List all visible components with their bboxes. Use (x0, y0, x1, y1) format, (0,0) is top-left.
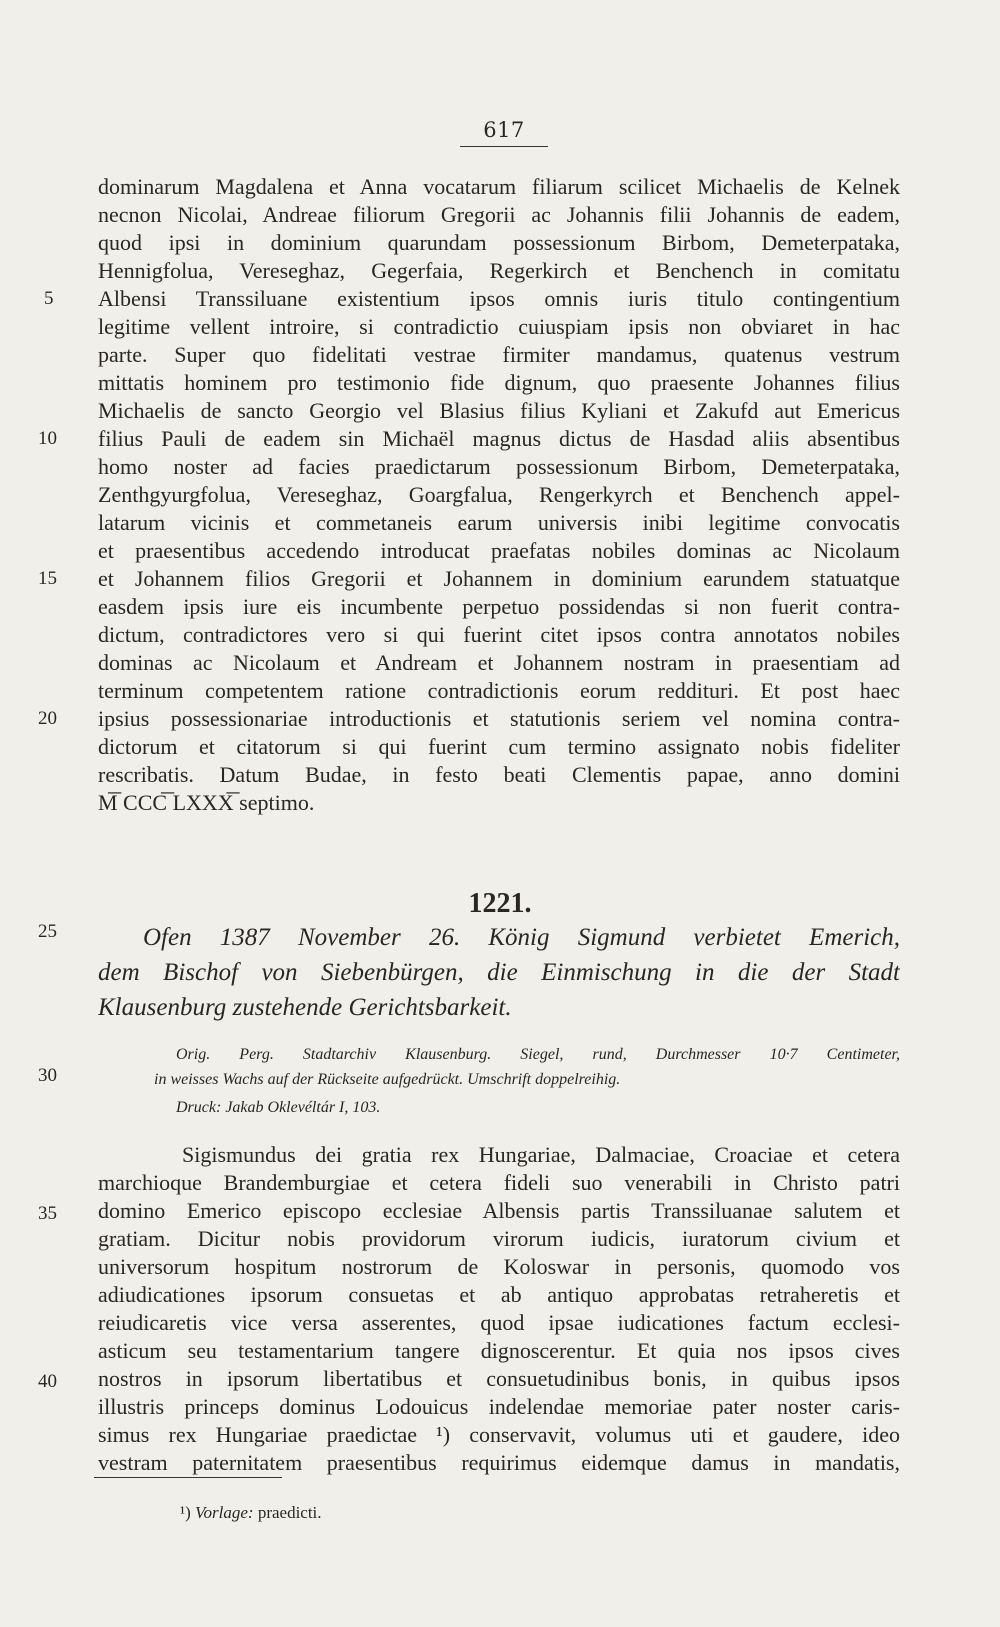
margin-line-number: 20 (38, 708, 57, 729)
text-line: easdem ipsis iure eis incumbente perpetuo possidendas si non fuerit contra- (98, 594, 900, 619)
footnote (180, 1503, 322, 1523)
text-line: legitime vellent introire, si contradictio cuiuspiam ipsis non obviaret in hac (98, 314, 900, 339)
text-line: vestram paternitatem praesentibus requirimus eidemque damus in mandatis, (98, 1450, 900, 1475)
document-number: 1221. (468, 888, 532, 919)
margin-line-number: 40 (38, 1371, 57, 1392)
text-line: latarum vicinis et commetaneis earum universis inibi legitime convocatis (98, 510, 900, 535)
text-line: ipsius possessionariae introductionis et statutionis seriem vel nomina contra- (98, 706, 900, 731)
footnote-label: Vorlage: (195, 1503, 254, 1522)
text-line: mittatis hominem pro testimonio fide dignum, quo praesente Johannes filius (98, 370, 900, 395)
footnote-text: praedicti. (257, 1503, 322, 1522)
source-note-line: Orig. Perg. Stadtarchiv Klausenburg. Siegel, rund, Durchmesser 10·7 Centimeter, (176, 1046, 900, 1063)
footnote-rule (94, 1477, 282, 1478)
margin-line-number: 35 (38, 1203, 57, 1224)
margin-line-number: 25 (38, 921, 57, 942)
text-line: Hennigfolua, Vereseghaz, Gegerfaia, Regerkirch et Benchench in comitatu (98, 258, 900, 283)
text-line: universorum hospitum nostrorum de Koloswar in personis, quomodo vos (98, 1254, 900, 1279)
text-line: illustris princeps dominus Lodouicus indelendae memoriae pater noster caris- (98, 1394, 900, 1419)
text-line: terminum competentem ratione contradictionis eorum reddituri. Et post haec (98, 678, 900, 703)
text-line: dominas ac Nicolaum et Andream et Johannem nostram in praesentiam ad (98, 650, 900, 675)
text-line: Michaelis de sancto Georgio vel Blasius filius Kyliani et Zakufd aut Emericus (98, 398, 900, 423)
text-line: parte. Super quo fidelitati vestrae firmiter mandamus, quatenus vestrum (98, 342, 900, 367)
text-line: filius Pauli de eadem sin Michaël magnus dictus de Hasdad aliis absentibus (98, 426, 900, 451)
text-line: et Johannem filios Gregorii et Johannem in dominium earundem statuatque (98, 566, 900, 591)
source-note-line: Druck: Jakab Oklevéltár I, 103. (176, 1099, 381, 1116)
text-line: reiudicaretis vice versa asserentes, quod ipsae iudicationes factum ecclesi- (98, 1310, 900, 1335)
text-line: rescribatis. Datum Budae, in festo beati Clementis papae, anno domini (98, 762, 900, 787)
text-line: Albensi Transsiluane existentium ipsos omnis iuris titulo contingentium (98, 286, 900, 311)
text-line: homo noster ad facies praedictarum possessionum Birbom, Demeterpataka, (98, 454, 900, 479)
source-note-line: in weisses Wachs auf der Rückseite aufgedrückt. Umschrift doppelreihig. (154, 1071, 621, 1088)
margin-line-number: 15 (38, 568, 57, 589)
text-line: M͞ CCC͞ LXXX͞ septimo. (98, 790, 315, 815)
text-line: gratiam. Dicitur nobis providorum virorum iudicis, iuratorum civium et (98, 1226, 900, 1251)
text-line: asticum seu testamentarium tangere dignoscerentur. Et quia nos ipsos cives (98, 1338, 900, 1363)
regest-line: Klausenburg zustehende Gerichtsbarkeit. (98, 994, 512, 1021)
text-line: necnon Nicolai, Andreae filiorum Gregorii ac Johannis filii Johannis de eadem, (98, 202, 900, 227)
text-line: simus rex Hungariae praedictae ¹) conservavit, volumus uti et gaudere, ideo (98, 1422, 900, 1447)
text-line: Zenthgyurgfolua, Vereseghaz, Goargfalua, Rengerkyrch et Benchench appel- (98, 482, 900, 507)
text-line: adiudicationes ipsorum consuetas et ab antiquo approbatas retraheretis et (98, 1282, 900, 1307)
footnote-marker: ¹) (180, 1503, 191, 1522)
margin-line-number: 30 (38, 1065, 57, 1086)
regest-line: dem Bischof von Siebenbürgen, die Einmischung in die der Stadt (98, 959, 900, 986)
text-line: dictum, contradictores vero si qui fuerint citet ipsos contra annotatos nobiles (98, 622, 900, 647)
text-line: dictorum et citatorum si qui fuerint cum termino assignato nobis fideliter (98, 734, 900, 759)
page-number: 617 (460, 118, 548, 147)
regest-line: Ofen 1387 November 26. König Sigmund verbietet Emerich, (143, 924, 900, 951)
text-line: dominarum Magdalena et Anna vocatarum filiarum scilicet Michaelis de Kelnek (98, 174, 900, 199)
margin-line-number: 5 (44, 288, 54, 309)
text-line: nostros in ipsorum libertatibus et consuetudinibus bonis, in quibus ipsos (98, 1366, 900, 1391)
text-line: et praesentibus accedendo introducat praefatas nobiles dominas ac Nicolaum (98, 538, 900, 563)
margin-line-number: 10 (38, 428, 57, 449)
text-line: quod ipsi in dominium quarundam possessionum Birbom, Demeterpataka, (98, 230, 900, 255)
text-line: domino Emerico episcopo ecclesiae Albensis partis Transsiluanae salutem et (98, 1198, 900, 1223)
text-line: Sigismundus dei gratia rex Hungariae, Dalmaciae, Croaciae et cetera (182, 1142, 900, 1167)
text-line: marchioque Brandemburgiae et cetera fideli suo venerabili in Christo patri (98, 1170, 900, 1195)
